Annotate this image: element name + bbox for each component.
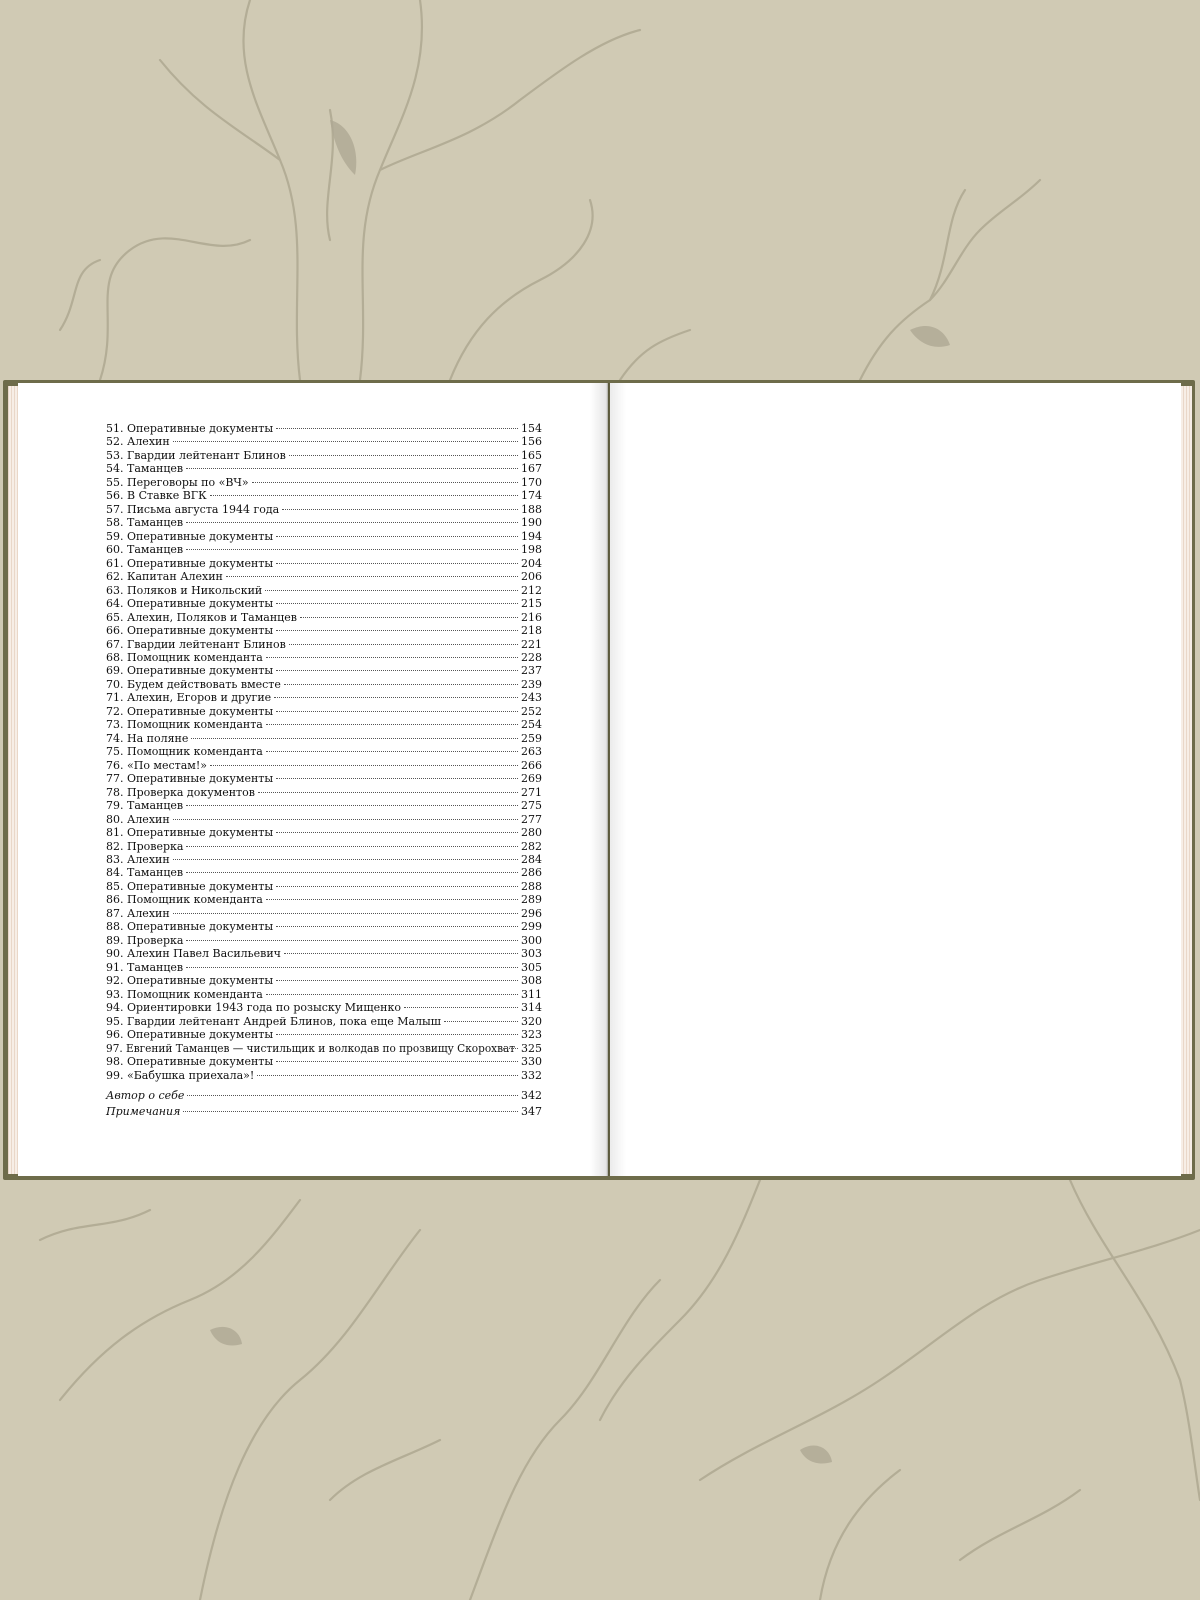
dot-leader — [276, 427, 518, 429]
toc-entry-title: 99. «Бабушка приехала»! — [106, 1068, 255, 1082]
dot-leader — [186, 467, 518, 469]
toc-entry — [106, 597, 542, 610]
dot-leader — [404, 1006, 518, 1008]
toc-entry — [106, 947, 542, 960]
dot-leader — [173, 858, 518, 860]
toc-entry-title: 88. Оперативные документы — [106, 920, 274, 934]
toc-entry — [106, 732, 542, 745]
toc-entry — [106, 705, 542, 718]
dot-leader — [300, 616, 518, 618]
dot-leader — [276, 710, 518, 712]
dot-leader — [289, 454, 518, 456]
toc-entry-page: 239 — [521, 677, 542, 691]
toc-entry-title: 74. На поляне — [106, 731, 189, 745]
toc-entry-page: 342 — [521, 1088, 542, 1102]
toc-entry-page: 311 — [521, 987, 542, 1001]
dot-leader — [186, 804, 518, 806]
toc-entry-page: 167 — [521, 462, 542, 476]
toc-entry-title: 93. Помощник коменданта — [106, 987, 263, 1001]
toc-entry-title: 82. Проверка — [106, 839, 184, 853]
toc-entry-title: 63. Поляков и Никольский — [106, 583, 263, 597]
dot-leader — [210, 764, 518, 766]
dot-leader — [276, 669, 518, 671]
toc-entry-page: 299 — [521, 920, 542, 934]
dot-leader — [186, 521, 518, 523]
dot-leader — [282, 508, 518, 510]
toc-entry-title: 59. Оперативные документы — [106, 529, 274, 543]
toc-entry-page: 323 — [521, 1028, 542, 1042]
dot-leader — [173, 912, 518, 914]
toc-entry — [106, 745, 542, 758]
dot-leader — [276, 777, 518, 779]
dot-leader — [173, 440, 518, 442]
toc-entry — [106, 691, 542, 704]
toc-entry-page: 286 — [521, 866, 542, 880]
toc-entry-title: 95. Гвардии лейтенант Андрей Блинов, пока еще Малыш — [106, 1014, 442, 1028]
toc-entry-title: 61. Оперативные документы — [106, 556, 274, 570]
toc-entry — [106, 907, 542, 920]
toc-entry-page: 204 — [521, 556, 542, 570]
toc-entry-title: 92. Оперативные документы — [106, 974, 274, 988]
toc-entry-page: 277 — [521, 812, 542, 826]
toc-entry — [106, 489, 542, 502]
toc-entry-title: 75. Помощник коменданта — [106, 745, 263, 759]
toc-entry — [106, 503, 542, 516]
dot-leader — [265, 589, 518, 591]
page-edges-right — [1180, 386, 1192, 1174]
toc-entry-title: 85. Оперативные документы — [106, 879, 274, 893]
dot-leader — [276, 885, 518, 887]
toc-entry-title: 72. Оперативные документы — [106, 704, 274, 718]
toc-entry — [106, 1001, 542, 1014]
toc-entry-title: 91. Таманцев — [106, 960, 184, 974]
toc-entry-page: 259 — [521, 731, 542, 745]
right-page — [610, 383, 1181, 1176]
toc-entry-page: 271 — [521, 785, 542, 799]
toc-entry-title: 96. Оперативные документы — [106, 1028, 274, 1042]
dot-leader — [186, 871, 518, 873]
toc-entry — [106, 1069, 542, 1082]
toc-entry — [106, 772, 542, 785]
toc-entry-title: 78. Проверка документов — [106, 785, 255, 799]
toc-entry — [106, 543, 542, 556]
toc-entry-title: 64. Оперативные документы — [106, 597, 274, 611]
toc-entry-title: Автор о себе — [106, 1088, 185, 1102]
toc-entry — [106, 1015, 542, 1028]
toc-entry — [106, 718, 542, 731]
dot-leader — [266, 898, 518, 900]
toc-entry — [106, 435, 542, 448]
toc-entry-page: 165 — [521, 448, 542, 462]
toc-entry-page: 288 — [521, 879, 542, 893]
toc-entry-title: 87. Алехин — [106, 906, 170, 920]
toc-entry-page: 263 — [521, 745, 542, 759]
dot-leader — [276, 602, 518, 604]
toc-entry — [106, 678, 542, 691]
toc-entry-title: 57. Письма августа 1944 года — [106, 502, 280, 516]
toc-entry — [106, 786, 542, 799]
dot-leader — [257, 1074, 518, 1076]
dot-leader — [276, 1060, 518, 1062]
toc-entry-page: 218 — [521, 624, 542, 638]
toc-entry-title: 55. Переговоры по «ВЧ» — [106, 475, 249, 489]
toc-entry-title: 97. Евгений Таманцев — чистильщик и волкодав по прозвищу Скорохват — [106, 1041, 516, 1055]
toc-entry — [106, 813, 542, 826]
toc-entry-page: 289 — [521, 893, 542, 907]
toc-entry-title: 94. Ориентировки 1943 года по розыску Мищенко — [106, 1001, 401, 1015]
toc-entry — [106, 516, 542, 529]
toc-entry-page: 221 — [521, 637, 542, 651]
toc-entry-page: 320 — [521, 1014, 542, 1028]
toc-entry-page: 252 — [521, 704, 542, 718]
toc-entry-title: 60. Таманцев — [106, 543, 184, 557]
toc-entry-page: 300 — [521, 933, 542, 947]
toc-entry-title: 81. Оперативные документы — [106, 826, 274, 840]
toc-entry-title: 89. Проверка — [106, 933, 184, 947]
toc-entry-page: 216 — [521, 610, 542, 624]
toc-entry — [106, 893, 542, 906]
toc-entry — [106, 988, 542, 1001]
toc-entry-page: 174 — [521, 489, 542, 503]
toc-entry-title: 77. Оперативные документы — [106, 772, 274, 786]
toc-entry-title: 80. Алехин — [106, 812, 170, 826]
toc-entry-page: 269 — [521, 772, 542, 786]
toc-entry — [106, 530, 542, 543]
toc-entry — [106, 584, 542, 597]
dot-leader — [252, 481, 518, 483]
dot-leader — [276, 925, 518, 927]
toc-entry — [106, 638, 542, 651]
toc-entry-page: 325 — [521, 1041, 542, 1055]
toc-entry — [106, 476, 542, 489]
toc-entry-page: 275 — [521, 799, 542, 813]
toc-appendix — [106, 1088, 542, 1120]
toc-entry — [106, 1088, 542, 1104]
dot-leader — [289, 643, 518, 645]
toc-entry-page: 332 — [521, 1068, 542, 1082]
toc-entry-title: 66. Оперативные документы — [106, 624, 274, 638]
toc-entry — [106, 759, 542, 772]
dot-leader — [266, 750, 518, 752]
toc-chapters — [106, 422, 542, 1082]
toc-entry-page: 266 — [521, 758, 542, 772]
toc-entry-title: 71. Алехин, Егоров и другие — [106, 691, 272, 705]
dot-leader — [186, 966, 518, 968]
dot-leader — [186, 845, 518, 847]
toc-entry — [106, 961, 542, 974]
dot-leader — [183, 1110, 518, 1112]
toc-entry-title: 84. Таманцев — [106, 866, 184, 880]
toc-entry — [106, 853, 542, 866]
toc-entry — [106, 866, 542, 879]
toc-entry-page: 170 — [521, 475, 542, 489]
table-of-contents — [106, 422, 542, 1120]
toc-entry-title: 86. Помощник коменданта — [106, 893, 263, 907]
toc-entry-title: 51. Оперативные документы — [106, 422, 274, 435]
toc-entry — [106, 422, 542, 435]
toc-entry-title: 54. Таманцев — [106, 462, 184, 476]
dot-leader — [276, 979, 518, 981]
dot-leader — [444, 1020, 518, 1022]
toc-entry-page: 212 — [521, 583, 542, 597]
toc-entry-page: 330 — [521, 1055, 542, 1069]
dot-leader — [173, 818, 518, 820]
dot-leader — [274, 696, 518, 698]
dot-leader — [266, 656, 518, 658]
toc-entry-page: 194 — [521, 529, 542, 543]
toc-entry — [106, 920, 542, 933]
toc-entry — [106, 611, 542, 624]
dot-leader — [186, 548, 518, 550]
toc-entry-page: 308 — [521, 974, 542, 988]
toc-entry-title: 58. Таманцев — [106, 516, 184, 530]
toc-entry-title: 90. Алехин Павел Васильевич — [106, 947, 281, 961]
dot-leader — [276, 1033, 518, 1035]
toc-entry-page: 198 — [521, 543, 542, 557]
toc-entry-title: 98. Оперативные документы — [106, 1055, 274, 1069]
toc-entry — [106, 664, 542, 677]
toc-entry-title: 70. Будем действовать вместе — [106, 677, 281, 691]
toc-entry-page: 243 — [521, 691, 542, 705]
toc-entry — [106, 880, 542, 893]
toc-entry-page: 296 — [521, 906, 542, 920]
dot-leader — [191, 737, 518, 739]
dot-leader — [187, 1094, 518, 1096]
dot-leader — [266, 993, 518, 995]
toc-entry-page: 156 — [521, 435, 542, 449]
toc-entry-page: 206 — [521, 570, 542, 584]
toc-entry-title: 67. Гвардии лейтенант Блинов — [106, 637, 286, 651]
dot-leader — [499, 1047, 518, 1049]
toc-entry-page: 347 — [521, 1104, 542, 1118]
toc-entry-page: 303 — [521, 947, 542, 961]
toc-entry-page: 280 — [521, 826, 542, 840]
dot-leader — [276, 562, 518, 564]
toc-entry — [106, 1028, 542, 1041]
dot-leader — [186, 939, 518, 941]
toc-entry-page: 215 — [521, 597, 542, 611]
toc-entry-title: 76. «По местам!» — [106, 758, 208, 772]
toc-entry-page: 282 — [521, 839, 542, 853]
dot-leader — [210, 494, 518, 496]
dot-leader — [284, 683, 518, 685]
toc-entry-page: 314 — [521, 1001, 542, 1015]
toc-entry-title: 62. Капитан Алехин — [106, 570, 223, 584]
toc-entry-title: 56. В Ставке ВГК — [106, 489, 207, 503]
toc-entry-page: 284 — [521, 853, 542, 866]
toc-entry-title: 69. Оперативные документы — [106, 664, 274, 678]
toc-entry — [106, 449, 542, 462]
toc-entry — [106, 840, 542, 853]
toc-entry — [106, 1042, 542, 1055]
toc-entry — [106, 570, 542, 583]
toc-entry-title: 83. Алехин — [106, 853, 170, 866]
book-spine-shadow — [590, 383, 626, 1176]
toc-entry — [106, 557, 542, 570]
toc-entry-page: 237 — [521, 664, 542, 678]
toc-entry-page: 188 — [521, 502, 542, 516]
dot-leader — [276, 535, 518, 537]
toc-entry-title: Примечания — [106, 1104, 181, 1118]
dot-leader — [276, 629, 518, 631]
toc-entry — [106, 799, 542, 812]
toc-entry-title: 73. Помощник коменданта — [106, 718, 263, 732]
toc-entry-page: 228 — [521, 650, 542, 664]
toc-entry — [106, 1055, 542, 1068]
toc-entry-page: 154 — [521, 422, 542, 435]
toc-entry-title: 79. Таманцев — [106, 799, 184, 813]
toc-entry-page: 190 — [521, 516, 542, 530]
toc-entry — [106, 624, 542, 637]
dot-leader — [226, 575, 518, 577]
toc-entry — [106, 462, 542, 475]
toc-entry-title: 52. Алехин — [106, 435, 170, 449]
toc-entry-title: 53. Гвардии лейтенант Блинов — [106, 448, 286, 462]
toc-entry — [106, 974, 542, 987]
toc-entry — [106, 826, 542, 839]
toc-entry — [106, 1104, 542, 1120]
toc-entry-title: 68. Помощник коменданта — [106, 650, 263, 664]
dot-leader — [258, 791, 518, 793]
toc-entry — [106, 651, 542, 664]
dot-leader — [284, 952, 518, 954]
toc-entry-page: 305 — [521, 960, 542, 974]
dot-leader — [266, 723, 518, 725]
toc-entry-page: 254 — [521, 718, 542, 732]
toc-entry — [106, 934, 542, 947]
toc-entry-title: 65. Алехин, Поляков и Таманцев — [106, 610, 297, 624]
dot-leader — [276, 831, 518, 833]
